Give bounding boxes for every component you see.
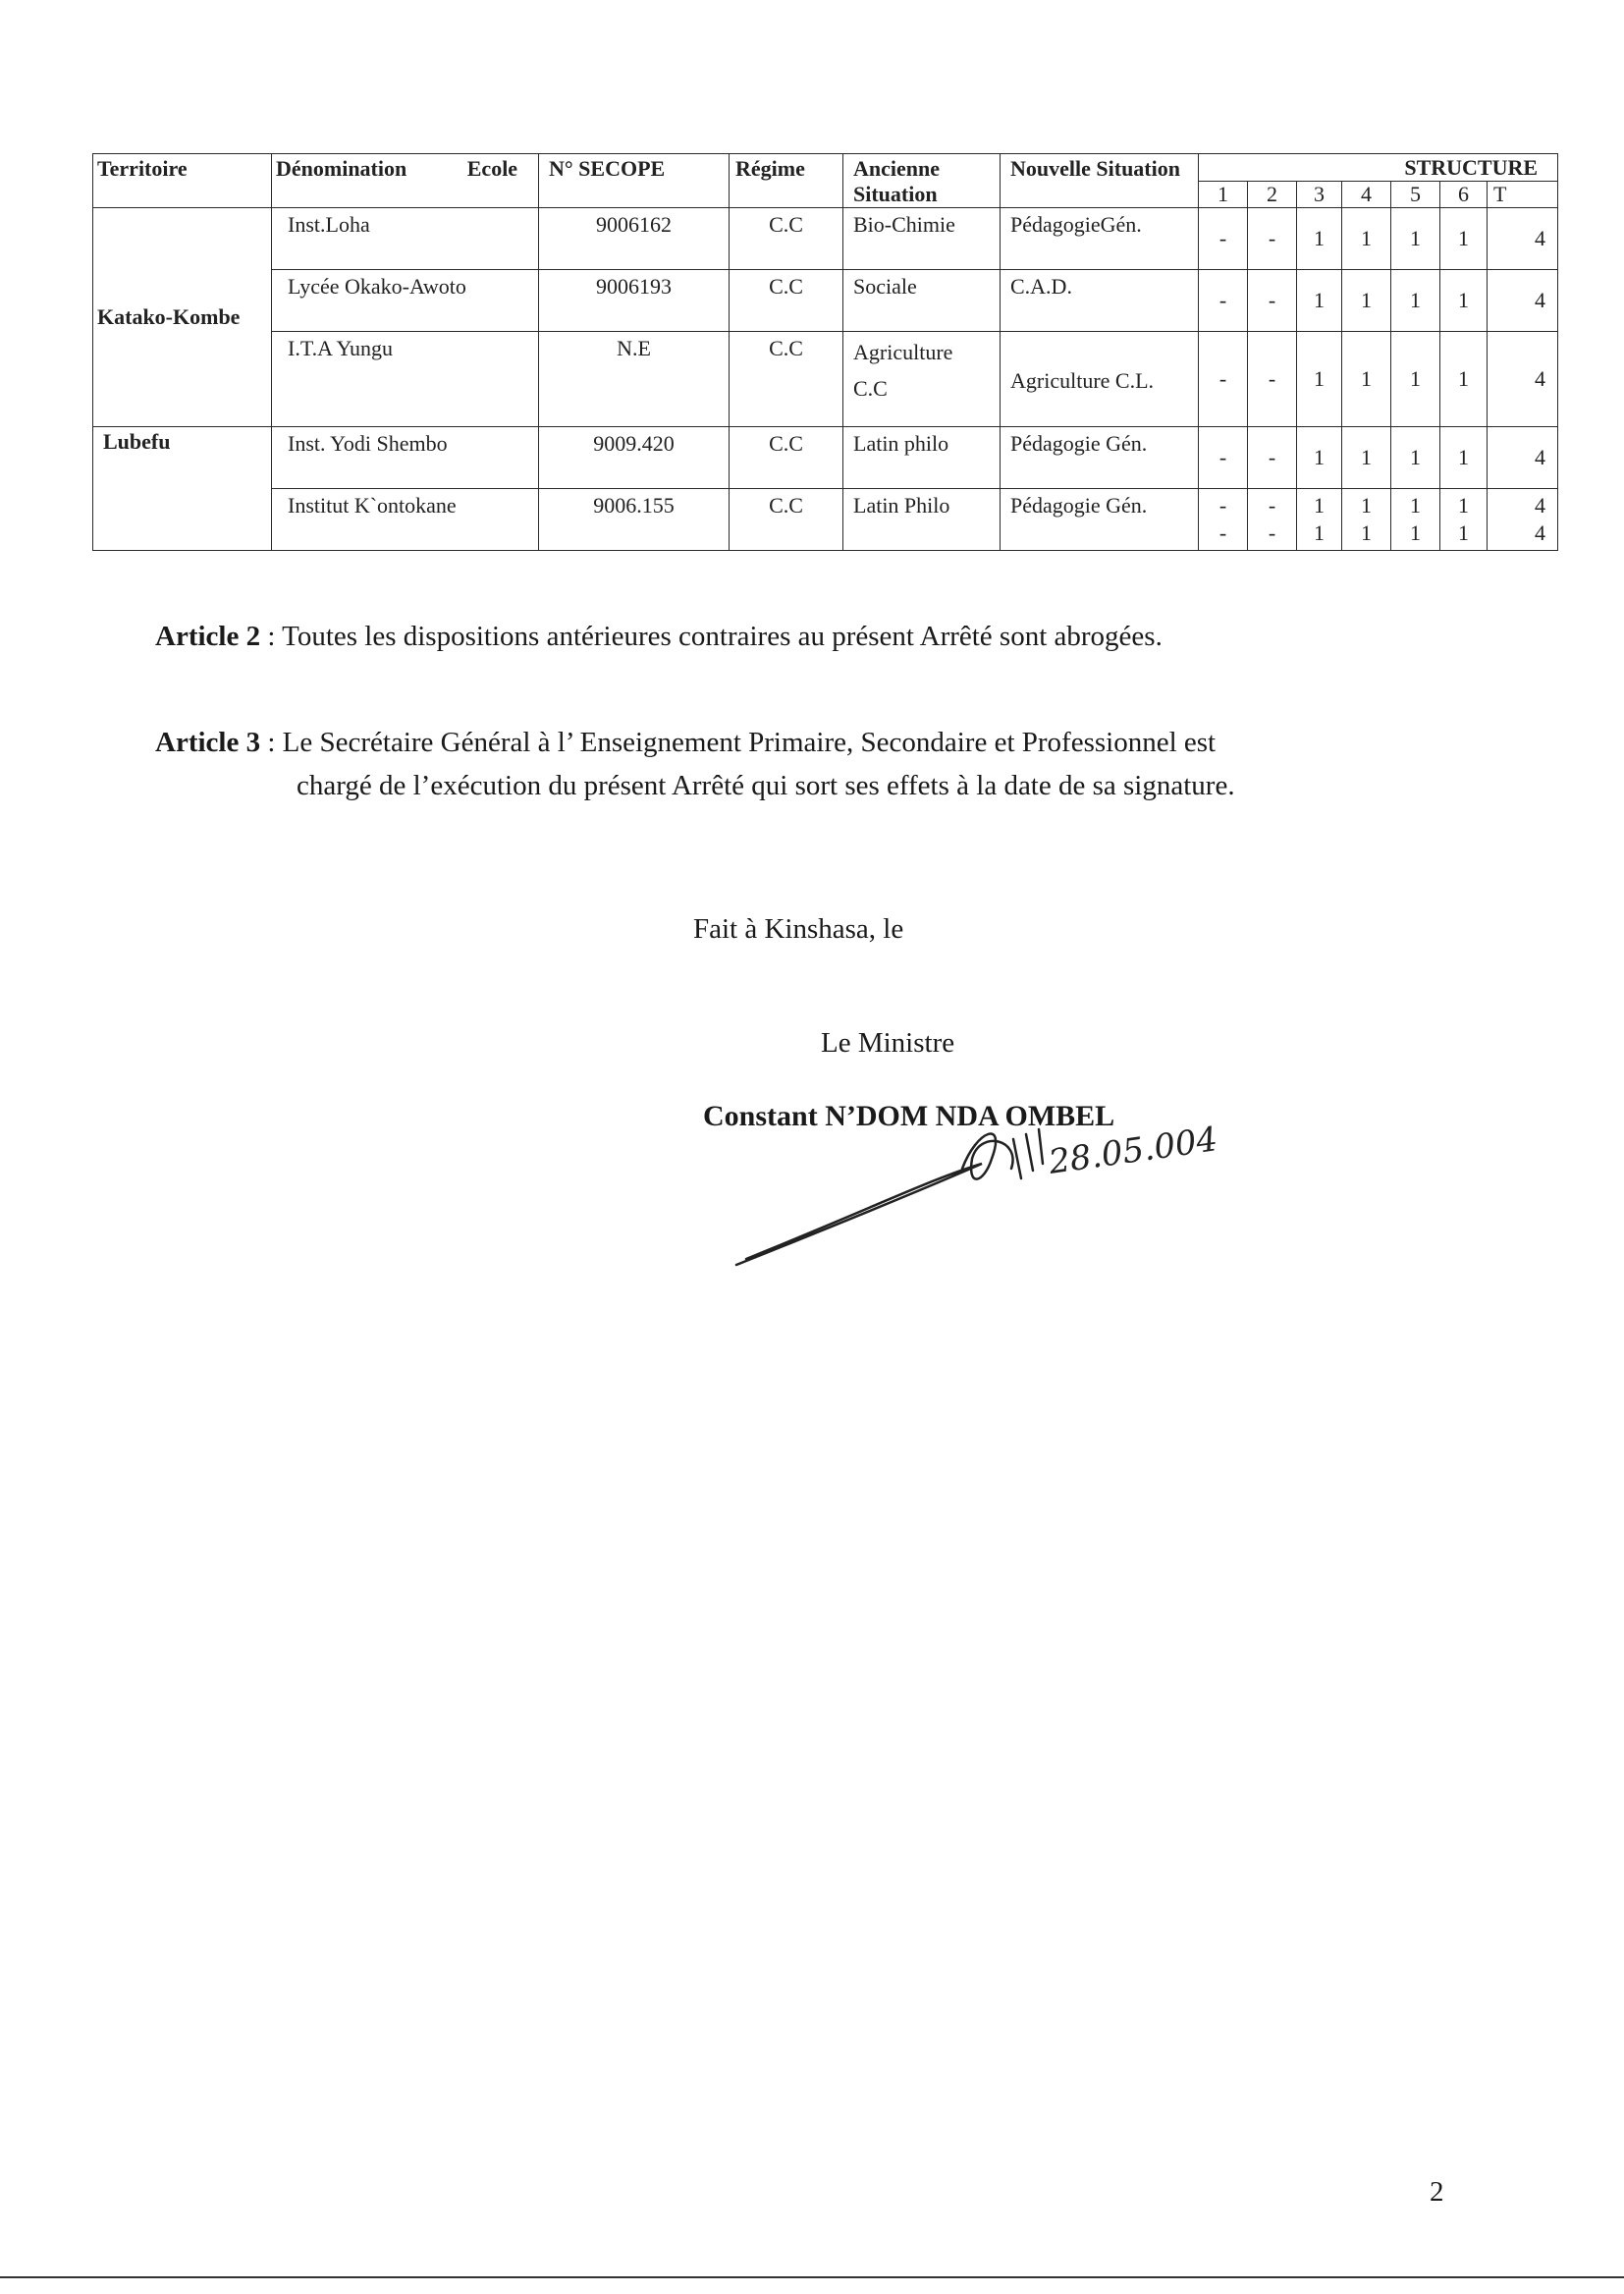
nouvelle-situation: Agriculture C.L. (1001, 332, 1199, 427)
ancienne-situation: Latin Philo (843, 489, 1001, 551)
table-row (93, 208, 1558, 270)
secope-number: 9009.420 (539, 427, 730, 489)
nouvelle-situation: PédagogieGén. (1001, 208, 1199, 270)
header-nouvelle-line2: Situation (1096, 156, 1180, 181)
structure-total: 4 (1488, 332, 1558, 427)
header-regime: Régime (730, 154, 843, 208)
regime: C.C (730, 427, 843, 489)
structure-col-1: 1 (1199, 181, 1248, 208)
structure-value: 1 (1458, 493, 1469, 518)
structure-value: - (1199, 427, 1248, 489)
ancienne-situation: Bio-Chimie (843, 208, 1001, 270)
ancienne-situation-line2: C.C (853, 376, 888, 401)
article-2-text: : Toutes les dispositions antérieures contraires au présent Arrêté sont abrogées. (260, 621, 1163, 652)
header-row (93, 154, 1558, 182)
structure-total: 4 (1488, 208, 1558, 270)
nouvelle-situation: Pédagogie Gén. (1001, 489, 1199, 551)
structure-value: - (1248, 270, 1297, 332)
structure-value: 1 (1440, 427, 1488, 489)
header-ancienne-line1: Ancienne (853, 156, 940, 181)
structure-value: - (1199, 208, 1248, 270)
signature-date: 28.05.004 (1046, 1120, 1220, 1182)
structure-value: 1 (1391, 208, 1440, 270)
structure-value: 1 (1314, 520, 1325, 545)
structure-value: 1 (1314, 493, 1325, 518)
structure-value: - (1248, 332, 1297, 427)
structure-value: 1 (1297, 427, 1342, 489)
structure-value: 1 (1440, 270, 1488, 332)
table-row (93, 489, 1558, 551)
signatory-name: Constant N’DOM NDA OMBEL (703, 1100, 1115, 1132)
secope-number: 9006193 (539, 270, 730, 332)
secope-number: 9006.155 (539, 489, 730, 551)
structure-col-5: 5 (1391, 181, 1440, 208)
structure-value: - (1218, 493, 1227, 518)
header-denomination-line2: Ecole (466, 156, 518, 181)
header-nouvelle (1001, 154, 1199, 208)
structure-value: - (1268, 493, 1276, 518)
table-row (93, 270, 1558, 332)
structure-value: - (1248, 208, 1297, 270)
header-ancienne (843, 154, 1001, 208)
nouvelle-situation: Pédagogie Gén. (1001, 427, 1199, 489)
structure-value: 1 (1391, 270, 1440, 332)
regime: C.C (730, 332, 843, 427)
schools-table (92, 153, 1558, 551)
structure-col-3: 3 (1297, 181, 1342, 208)
structure-total: 4 (1535, 493, 1546, 518)
signatory-title: Le Ministre (821, 1027, 955, 1059)
structure-value: 1 (1297, 332, 1342, 427)
structure-value: 1 (1361, 520, 1372, 545)
secope-number: 9006162 (539, 208, 730, 270)
school-name: I.T.A Yungu (272, 332, 539, 427)
structure-value: 1 (1342, 208, 1391, 270)
structure-value: 1 (1458, 520, 1469, 545)
structure-value: - (1199, 332, 1248, 427)
structure-col-6: 6 (1440, 181, 1488, 208)
header-denomination (272, 154, 539, 208)
handwritten-signature (727, 1090, 1220, 1277)
ancienne-situation: Sociale (843, 270, 1001, 332)
regime: C.C (730, 208, 843, 270)
structure-col-2: 2 (1248, 181, 1297, 208)
header-denomination-line1: Dénomination (276, 156, 407, 181)
ancienne-situation: Latin philo (843, 427, 1001, 489)
place-date-line: Fait à Kinshasa, le (693, 913, 904, 945)
article-2 (155, 615, 1392, 658)
structure-value: 1 (1361, 493, 1372, 518)
territory-cell: Katako-Kombe (93, 208, 272, 427)
secope-number: N.E (539, 332, 730, 427)
structure-value-pair (1248, 489, 1297, 551)
article-2-label: Article 2 (155, 621, 261, 652)
structure-value-pair (1342, 489, 1391, 551)
ancienne-situation (843, 332, 1001, 427)
school-name: Lycée Okako-Awoto (272, 270, 539, 332)
ancienne-situation-line1: Agriculture (853, 340, 953, 364)
regime: C.C (730, 489, 843, 551)
structure-value: 1 (1342, 332, 1391, 427)
regime: C.C (730, 270, 843, 332)
structure-total: 4 (1488, 270, 1558, 332)
structure-value: 1 (1410, 493, 1421, 518)
structure-value: 1 (1440, 332, 1488, 427)
article-3-text-line2: chargé de l’exécution du présent Arrêté qui sort ses effets à la date de sa signature. (297, 770, 1235, 801)
structure-value: - (1248, 427, 1297, 489)
nouvelle-situation: C.A.D. (1001, 270, 1199, 332)
structure-total: 4 (1535, 520, 1546, 545)
school-name: Inst. Yodi Shembo (272, 427, 539, 489)
table-row (93, 332, 1558, 427)
school-name: Institut K`ontokane (272, 489, 539, 551)
structure-col-total: T (1488, 181, 1558, 208)
header-structure: STRUCTURE (1199, 154, 1558, 182)
school-name: Inst.Loha (272, 208, 539, 270)
article-3 (155, 721, 1392, 807)
structure-value: - (1199, 270, 1248, 332)
structure-value: 1 (1297, 208, 1342, 270)
structure-value: 1 (1391, 332, 1440, 427)
structure-total: 4 (1488, 427, 1558, 489)
structure-value-pair (1391, 489, 1440, 551)
structure-value-pair (1440, 489, 1488, 551)
header-territoire: Territoire (93, 154, 272, 208)
article-3-label: Article 3 (155, 727, 261, 758)
bottom-border-line (0, 2276, 1624, 2278)
page-number: 2 (1430, 2176, 1444, 2208)
header-secope: N° SECOPE (539, 154, 730, 208)
table-row (93, 427, 1558, 489)
structure-value: 1 (1440, 208, 1488, 270)
structure-col-4: 4 (1342, 181, 1391, 208)
structure-value: 1 (1297, 270, 1342, 332)
header-nouvelle-line1: Nouvelle (1010, 156, 1091, 181)
structure-value: - (1268, 520, 1276, 545)
structure-value-pair (1297, 489, 1342, 551)
structure-value: 1 (1391, 427, 1440, 489)
structure-value: - (1218, 520, 1227, 545)
structure-value-pair (1199, 489, 1248, 551)
structure-value: 1 (1342, 270, 1391, 332)
territory-cell: Lubefu (93, 427, 272, 551)
structure-value: 1 (1342, 427, 1391, 489)
structure-total-pair (1488, 489, 1558, 551)
article-3-text-line1: : Le Secrétaire Général à l’ Enseignement Primaire, Secondaire et Professionnel est (260, 727, 1217, 758)
header-ancienne-line2: Situation (853, 182, 938, 206)
structure-value: 1 (1410, 520, 1421, 545)
